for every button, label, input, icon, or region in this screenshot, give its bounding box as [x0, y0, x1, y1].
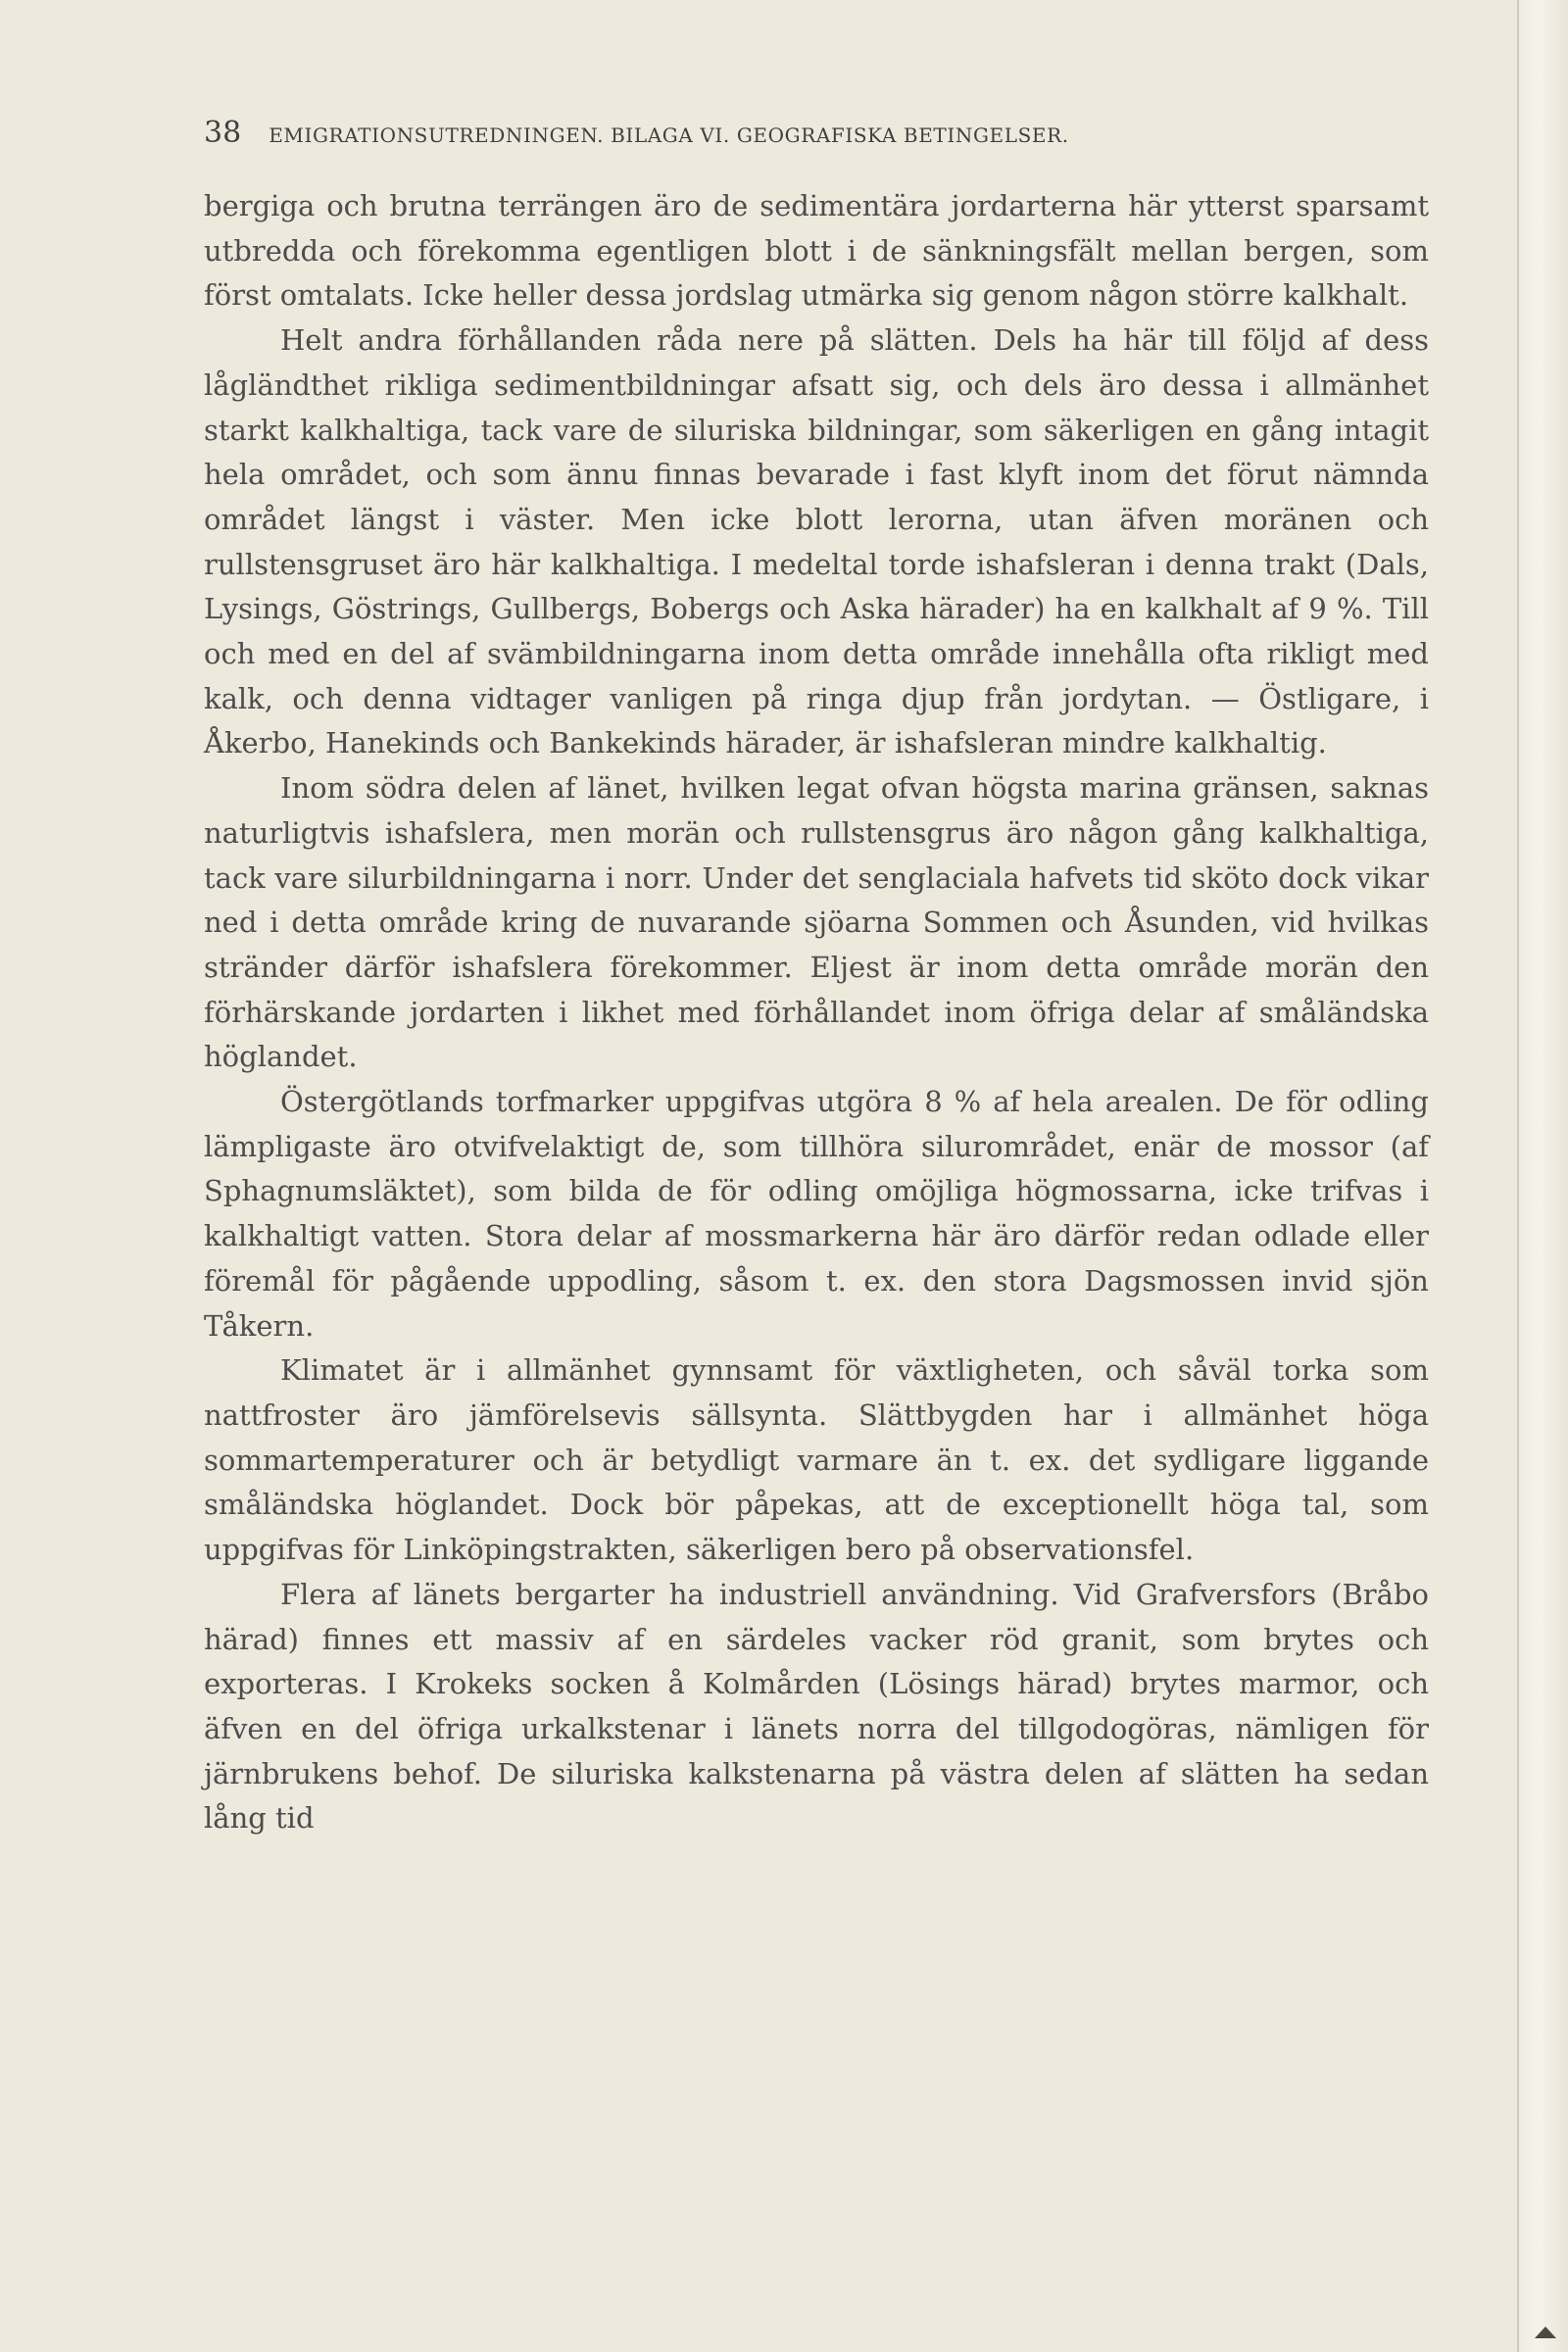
paragraph-bergarter: Flera af länets bergarter ha industriell användning. Vid Grafversfors (Bråbo härad) finnes ett massiv af en särdeles vacker röd granit, som brytes och exporteras. I Krokeks socken å Kolmården (Lösings härad) brytes marmor, och äfven en del öfriga urkalkstenar i länets norra del tillgodogöras, nämligen för järnbrukens behof. De siluriska kalkstenarna på västra delen af slätten ha sedan lång tid [204, 1577, 1429, 1836]
running-head-title: EMIGRATIONSUTREDNINGEN. BILAGA VI. GEOGRAFISKA BETINGELSER. [269, 123, 1069, 147]
paragraph-slatten: Helt andra förhållanden råda nere på slätten. Dels ha här till följd af dess lågländthet rikliga sedimentbildningar afsatt sig, och dels äro dessa i allmänhet starkt kalkhaltiga, tack vare de siluriska bildningar, som säkerligen en gång intagit hela området, och som ännu finnas bevarade i fast klyft inom det förut nämnda området längst i väster. Men icke blott lerorna, utan äfven moränen och rullstensgruset äro här kalkhaltiga. I medeltal torde ishafsleran i denna trakt (Dals, Lysings, Göstrings, Gullbergs, Bobergs och Aska härader) ha en kalkhalt af 9 %. Till och med en del af svämbildningarna inom detta område innehålla ofta rikligt med kalk, och denna vidtager vanligen på ringa djup från jordytan. — Östligare, i Åkerbo, Hanekinds och Bankekinds härader, är ishafsleran mindre kalkhaltig. [204, 323, 1429, 760]
page-number: 38 [204, 116, 242, 150]
paragraph-torfmarker: Östergötlands torfmarker uppgifvas utgöra 8 % af hela arealen. De för odling lämpligaste äro otvifvelaktigt de, som tillhöra silurområdet, enär de mossor (af Sphagnumsläktet), som bilda de för odling omöjliga högmossarna, icke trifvas i kalkhaltigt vatten. Stora delar af mossmarkerna här äro därför redan odlade eller föremål för pågående uppodling, såsom t. ex. den stora Dagsmossen invid sjön Tåkern. [204, 1085, 1429, 1343]
page-edge [1517, 0, 1568, 2352]
paragraph-sodra-delen: Inom södra delen af länet, hvilken legat ofvan högsta marina gränsen, saknas naturligtvis ishafslera, men morän och rullstensgrus äro någon gång kalkhaltiga, tack vare silurbildningarna i norr. Under det senglaciala hafvets tid sköto dock vikar ned i detta område kring de nuvarande sjöarna Sommen och Åsunden, vid hvilkas stränder därför ishafslera förekommer. Eljest är inom detta område morän den förhärskande jordarten i likhet med förhållandet inom öfriga delar af småländska höglandet. [204, 771, 1429, 1074]
paragraph-klimatet: Klimatet är i allmänhet gynnsamt för växtligheten, och såväl torka som nattfroster äro jämförelsevis sällsynta. Slättbygden har i allmänhet höga sommartemperaturer och är betydligt varmare än t. ex. det sydligare liggande småländska höglandet. Dock bör påpekas, att de exceptionellt höga tal, som uppgifvas för Linköpingstrakten, säkerligen bero på observationsfel. [204, 1353, 1429, 1567]
body-text [204, 184, 1429, 1841]
page-corner-mark [1535, 2327, 1556, 2338]
paragraph-continuation: bergiga och brutna terrängen äro de sedimentära jordarterna här ytterst sparsamt utbredda och förekomma egentligen blott i de sänkningsfält mellan bergen, som först omtalats. Icke heller dessa jordslag utmärka sig genom någon större kalkhalt. [204, 189, 1429, 313]
running-header [204, 116, 1427, 150]
